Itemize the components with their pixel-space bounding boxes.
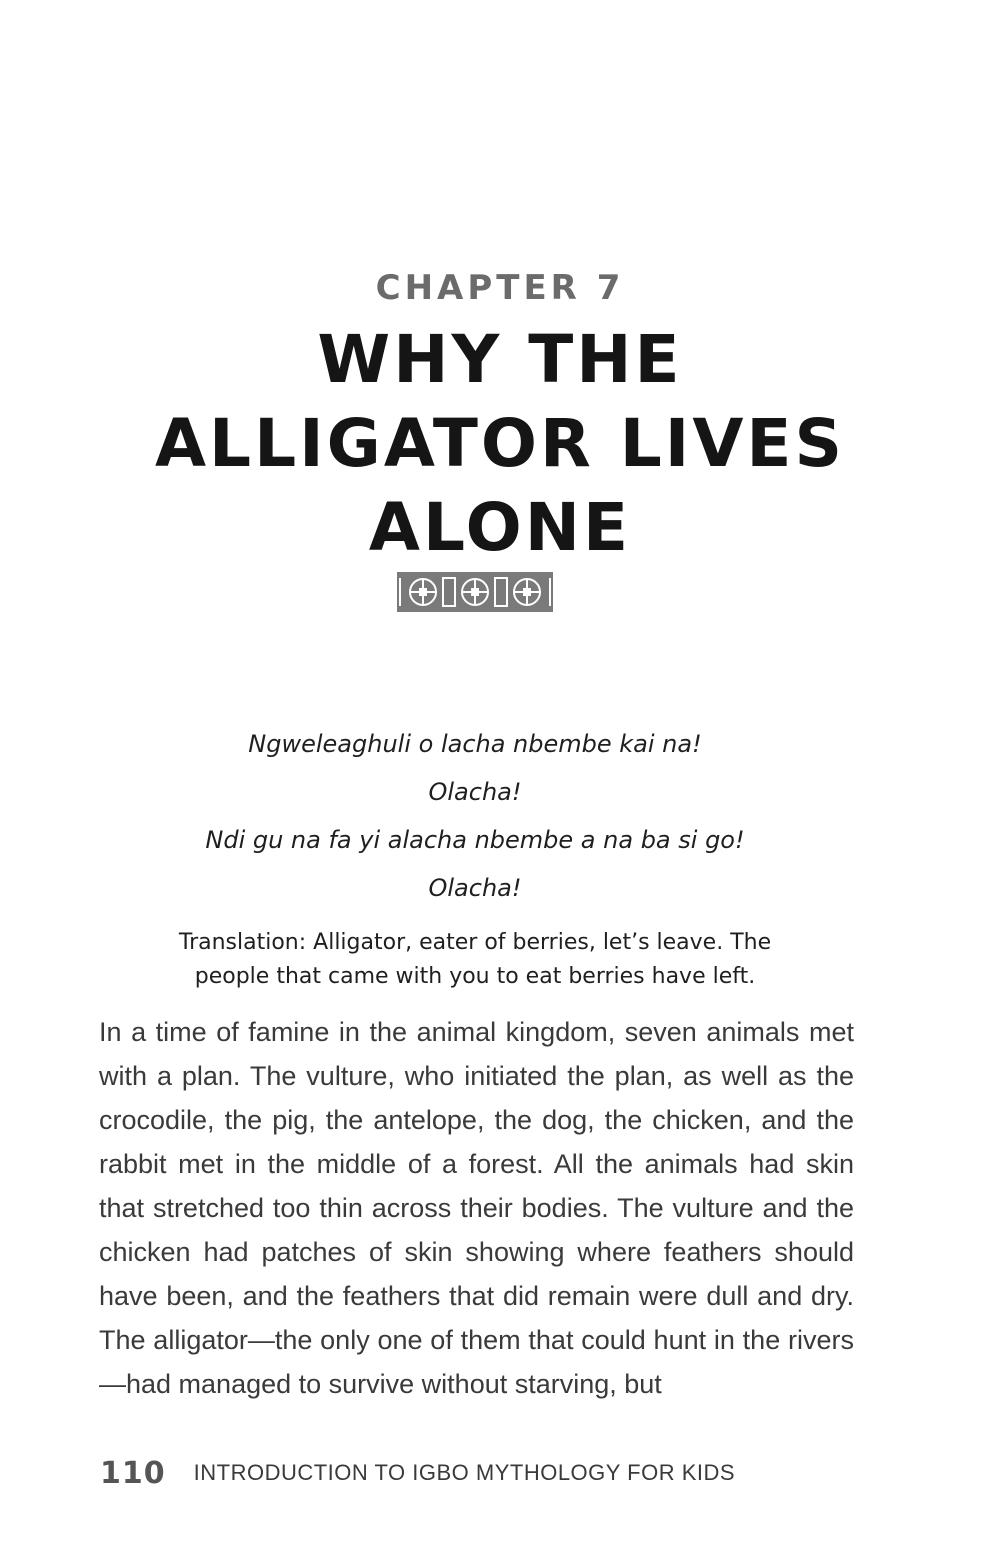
body-paragraph: In a time of famine in the animal kingdom, seven animals met with a plan. The vulture, who initiated the plan, as well as the crocodile, the pig, the antelope, the dog, the chicken, and the rabbit met in the middle of a forest. All the animals had skin that stretched too thin across their bodies. The vulture and the chicken had patches of skin showing where feathers should have been, and the feathers that did remain were dull and dry. The alligator—the only one of them that could hunt in the rivers—had managed to survive without starving, but <box>99 1017 854 1399</box>
verse-line: Olacha! <box>428 778 522 806</box>
verse-line: Olacha! <box>428 874 522 902</box>
chapter-title-line: WHY THE <box>317 321 683 398</box>
chapter-label: CHAPTER 7 <box>375 268 625 308</box>
verse-line: Ngweleaghuli o lacha nbembe kai na! <box>248 730 702 758</box>
running-head: INTRODUCTION TO IGBO MYTHOLOGY FOR KIDS <box>193 1460 736 1485</box>
verse-translation: Translation: Alligator, eater of berries, let’s leave. The people that came with you to eat berries have left. <box>178 930 772 989</box>
chapter-title <box>100 318 900 570</box>
page-number: 110 <box>100 1455 166 1491</box>
chapter-title-line: ALONE <box>368 489 632 566</box>
verse-line: Ndi gu na fa yi alacha nbembe a na ba si go! <box>205 826 745 854</box>
page-footer <box>100 1455 735 1491</box>
igbo-verse <box>100 720 850 912</box>
decorative-ornament-icon <box>397 572 553 612</box>
chapter-title-line: ALLIGATOR LIVES <box>154 405 846 482</box>
